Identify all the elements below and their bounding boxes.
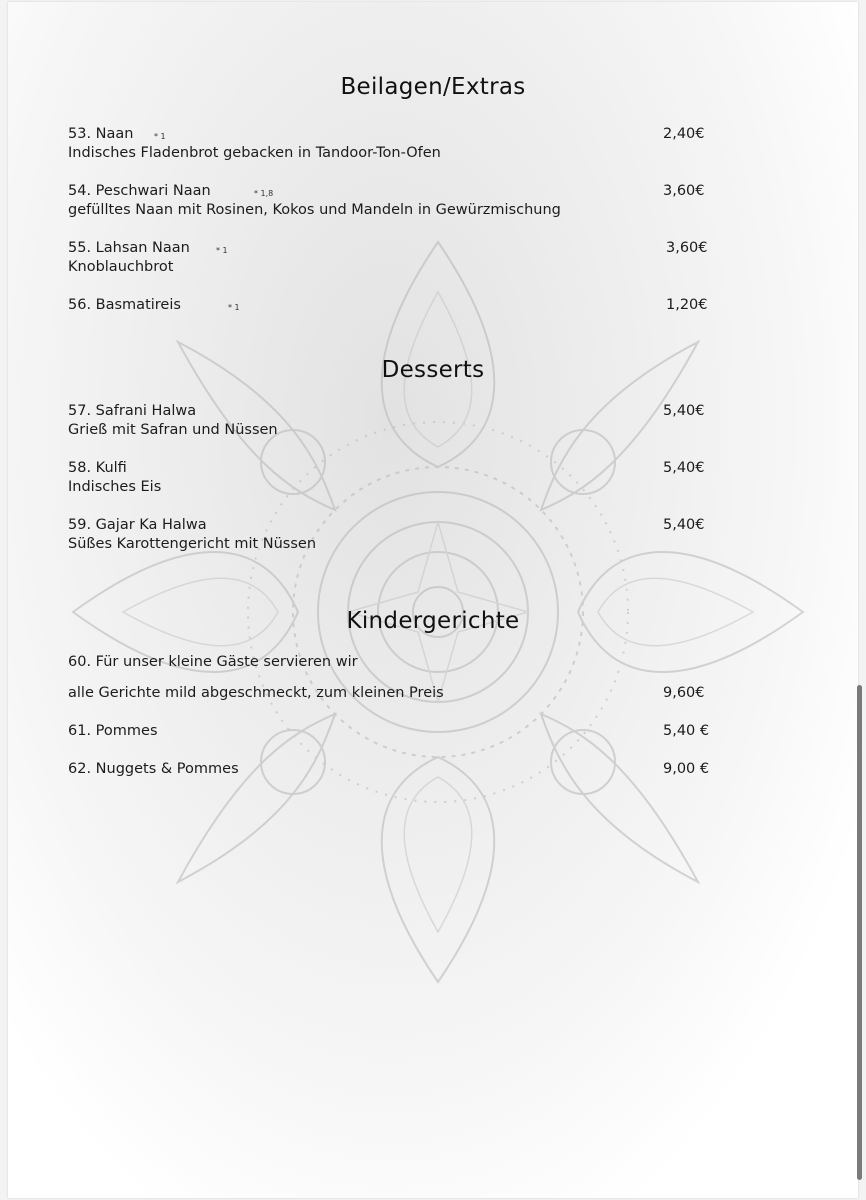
item-price-56: 1,20€ (666, 297, 708, 313)
allergen-note-55: * 1 (216, 246, 228, 255)
item-price-53: 2,40€ (663, 126, 705, 142)
item-name-55: 55. Lahsan Naan (68, 240, 190, 256)
allergen-note-54: * 1,8 (254, 189, 274, 198)
item-description-57: Grieß mit Safran und Nüssen (68, 422, 278, 438)
item-name-62: 62. Nuggets & Pommes (68, 761, 239, 777)
item-name-58: 58. Kulfi (68, 460, 127, 476)
vertical-scrollbar-thumb[interactable] (857, 685, 862, 1180)
item-name-59: 59. Gajar Ka Halwa (68, 517, 207, 533)
item-price-55: 3,60€ (666, 240, 708, 256)
item-description-54: gefülltes Naan mit Rosinen, Kokos und Mandeln in Gewürzmischung (68, 202, 561, 218)
item-price-54: 3,60€ (663, 183, 705, 199)
item-name-53: 53. Naan (68, 126, 134, 142)
item-price-57: 5,40€ (663, 403, 705, 419)
menu-page (8, 2, 858, 1198)
item-name-54: 54. Peschwari Naan (68, 183, 211, 199)
item-text-60-line1: 60. Für unser kleine Gäste servieren wir (68, 654, 358, 670)
item-price-62: 9,00 € (663, 761, 710, 777)
item-name-57: 57. Safrani Halwa (68, 403, 197, 419)
item-name-61: 61. Pommes (68, 723, 158, 739)
item-price-58: 5,40€ (663, 460, 705, 476)
section-title-kindergerichte: Kindergerichte (346, 608, 520, 634)
allergen-note-56: * 1 (228, 303, 240, 312)
item-name-56: 56. Basmatireis (68, 297, 181, 313)
item-price-61: 5,40 € (663, 723, 710, 739)
allergen-note-53: * 1 (154, 132, 166, 141)
item-price-59: 5,40€ (663, 517, 705, 533)
section-title-beilagen: Beilagen/Extras (340, 74, 526, 100)
item-price-60: 9,60€ (663, 685, 705, 701)
item-description-58: Indisches Eis (68, 479, 162, 495)
item-description-55: Knoblauchbrot (68, 259, 174, 275)
item-text-60-line2: alle Gerichte mild abgeschmeckt, zum kleinen Preis (68, 685, 444, 701)
item-description-59: Süßes Karottengericht mit Nüssen (68, 536, 317, 552)
section-title-desserts: Desserts (381, 357, 485, 383)
item-description-53: Indisches Fladenbrot gebacken in Tandoor-Ton-Ofen (68, 145, 441, 161)
